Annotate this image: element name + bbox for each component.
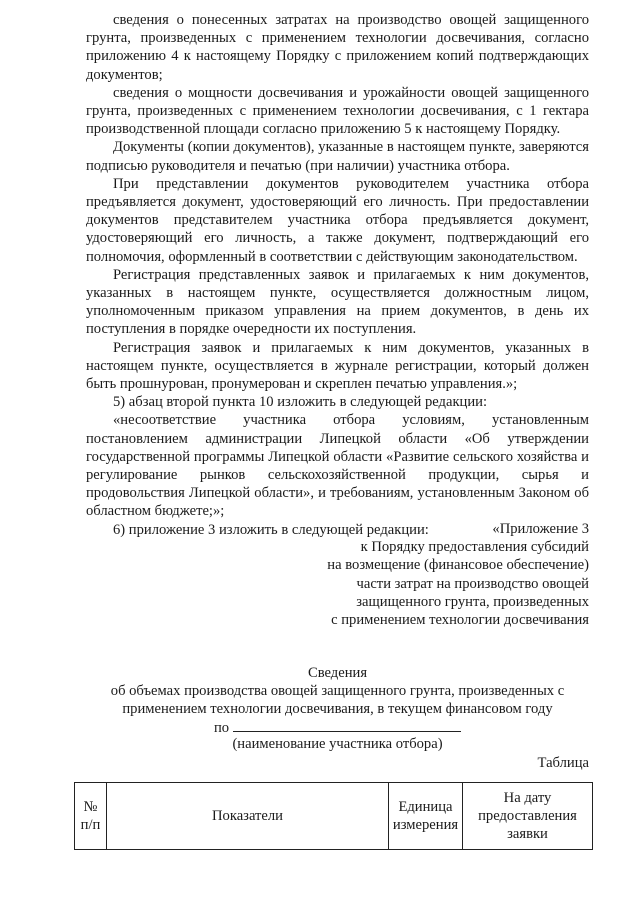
header-cell-unit xyxy=(389,783,463,850)
header-text: Единица xyxy=(398,798,453,815)
header-text: заявки xyxy=(507,826,548,843)
header-text: предоставления xyxy=(478,807,577,824)
header-text: № xyxy=(83,798,98,815)
appendix-line: на возмещение (финансовое обеспечение) xyxy=(327,557,589,574)
fill-prefix: по xyxy=(213,720,230,736)
appendix-line: защищенного грунта, произведенных xyxy=(356,593,589,610)
paragraph: Регистрация представленных заявок и прилагаемых к ним документов, указанных в настоящем пункте, осуществляется должностным лицом, уполномоченным приказом управления на прием документов, в день их поступления в порядке очередности их поступления. xyxy=(86,266,589,338)
paragraph: «несоответствие участника отбора условиям, установленным постановлением администрации Липецкой области «Об утверждении государственной программы Липецкой области «Развитие сельского хозяйства и регулирование рынков сельскохозяйственной продукции, сырья и продовольствия Липецкой области», и требованиям, установленным Законом об областном бюджете;»; xyxy=(86,412,589,520)
form-title: Сведения xyxy=(307,665,368,681)
form-subtitle-line: применением технологии досвечивания, в текущем финансовом году xyxy=(122,701,553,718)
appendix-line: «Приложение 3 xyxy=(492,521,589,537)
header-cell-date xyxy=(463,783,593,850)
appendix-line: части затрат на производство овощей xyxy=(356,575,589,592)
header-text: измерения xyxy=(392,817,459,833)
participant-field-caption: (наименование участника отбора) xyxy=(232,736,443,752)
paragraph: сведения о мощности досвечивания и урожайности овощей защищенного грунта, произведенных с применением технологии досвечивания, с 1 гектара производственной площади согласно приложению 5 к настоящему Порядку. xyxy=(86,84,589,138)
table-label: Таблица xyxy=(537,755,589,771)
table-header-row xyxy=(75,783,593,850)
participant-name-field[interactable] xyxy=(233,717,461,732)
paragraph: 5) абзац второй пункта 10 изложить в следующей редакции: xyxy=(113,394,488,411)
report-table xyxy=(74,782,593,850)
header-text: Показатели xyxy=(212,807,283,824)
paragraph: сведения о понесенных затратах на производство овощей защищенного грунта, произведенных с применением технологии досвечивания, согласно приложению 4 к настоящему Порядку с приложением копий подтверждающих документов; xyxy=(86,12,589,83)
paragraph: При представлении документов руководителем участника отбора предъявляется документ, удостоверяющий его личность. При предоставлении документов представителем участника отбора предъявляется документ, удостоверяющий его личность, а также документ, подтверждающий его полномочия, оформленный в соответствии с действующим законодательством. xyxy=(86,175,589,265)
header-cell-number xyxy=(75,783,107,850)
appendix-line: с применением технологии досвечивания xyxy=(331,612,589,629)
appendix-line: к Порядку предоставления субсидий xyxy=(360,539,589,556)
form-heading xyxy=(86,664,589,719)
paragraph: Документы (копии документов), указанные в настоящем пункте, заверяются подписью руководителя и печатью (при наличии) участника отбора. xyxy=(86,139,589,174)
form-subtitle-line: об объемах производства овощей защищенного грунта, произведенных с xyxy=(110,683,565,700)
paragraph: 6) приложение 3 изложить в следующей редакции: xyxy=(113,521,429,538)
paragraph: Регистрация заявок и прилагаемых к ним документов, указанных в настоящем пункте, осуществляется в журнале регистрации, который должен быть прошнурован, пронумерован и скреплен печатью управления.»; xyxy=(86,339,589,393)
appendix-header xyxy=(300,520,589,629)
header-cell-indicators xyxy=(107,783,389,850)
header-text: На дату xyxy=(503,789,552,806)
header-text: п/п xyxy=(80,817,101,833)
body-text xyxy=(86,11,589,539)
